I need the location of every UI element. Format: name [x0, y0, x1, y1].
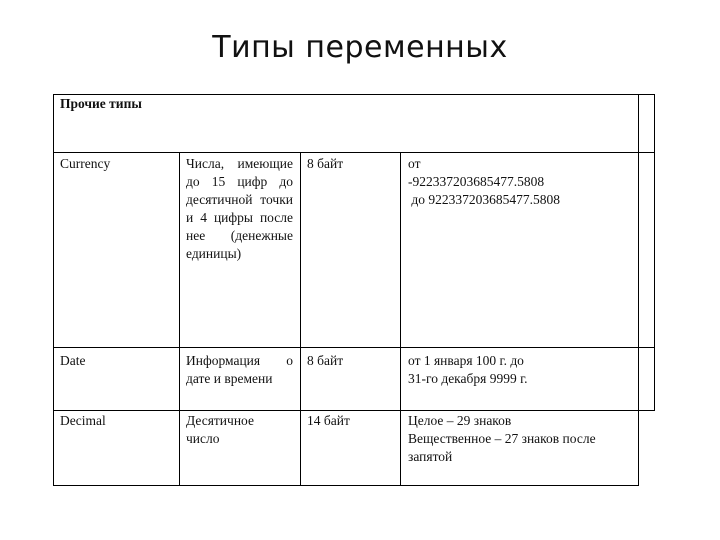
- table-row-divider: [53, 410, 655, 411]
- range-line: Вещественное – 27 знаков после: [408, 431, 596, 446]
- row-currency-description: Числа, имеющие до 15 цифр до десятичной точки и 4 цифры после нее (денежные единицы): [186, 156, 293, 261]
- range-line: от: [408, 156, 421, 171]
- row-date-size: 8 байт: [307, 353, 344, 368]
- table-col-divider: [300, 152, 301, 486]
- range-line: -922337203685477.5808: [408, 174, 545, 189]
- range-line: Целое – 29 знаков: [408, 413, 512, 428]
- range-line: 31-го декабря 9999 г.: [408, 371, 528, 386]
- range-line: от 1 января 100 г. до: [408, 353, 524, 368]
- table-border-bottom: [53, 485, 639, 486]
- table-border-left: [53, 94, 54, 486]
- row-date-description: Информация о дате и времени: [186, 353, 293, 386]
- row-date-range: [408, 352, 633, 388]
- row-currency-type: Currency: [60, 156, 111, 171]
- row-decimal-type: Decimal: [60, 413, 106, 428]
- table-border-right-outer: [654, 94, 655, 411]
- range-line: запятой: [408, 449, 453, 464]
- slide-title: Типы переменных: [212, 30, 508, 65]
- table-col-divider: [400, 152, 401, 486]
- table-row-divider: [53, 347, 655, 348]
- table-col-divider: [179, 152, 180, 486]
- table-border-right-inner: [638, 94, 639, 486]
- row-currency-range: [408, 155, 633, 209]
- row-currency-size: 8 байт: [307, 156, 344, 171]
- row-decimal-description: Десятичное число: [186, 413, 254, 446]
- table-border-top: [53, 94, 655, 95]
- row-decimal-size: 14 байт: [307, 413, 350, 428]
- table-header-label: Прочие типы: [60, 96, 142, 111]
- row-decimal-range: [408, 412, 636, 466]
- row-date-type: Date: [60, 353, 86, 368]
- range-line: до 922337203685477.5808: [408, 192, 560, 207]
- table-row-divider: [53, 152, 655, 153]
